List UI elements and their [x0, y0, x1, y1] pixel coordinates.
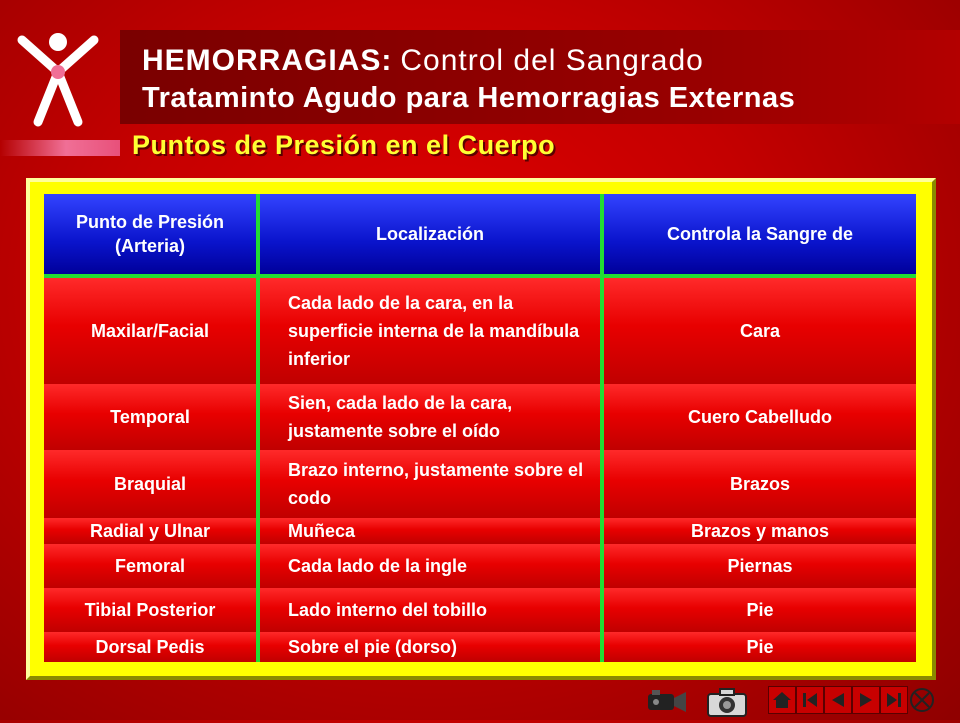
page-title-line2: Trataminto Agudo para Hemorragias Externas [142, 82, 796, 114]
title-rest: Control del Sangrado [400, 44, 704, 77]
first-page-icon[interactable] [796, 686, 824, 714]
table-cell: Femoral [114, 555, 186, 576]
column-divider [256, 194, 260, 662]
column-header-location: Localización [260, 194, 600, 274]
home-icon[interactable] [768, 686, 796, 714]
table-cell: Cada lado de la ingle [288, 556, 468, 576]
last-page-icon[interactable] [880, 686, 908, 714]
table-cell: Brazo interno, justamente sobre el codo [288, 460, 584, 508]
table-cell: Sobre el pie (dorso) [288, 637, 458, 657]
table-cell: Temporal [110, 406, 190, 427]
close-icon[interactable] [908, 686, 936, 714]
camera-icon[interactable] [704, 686, 750, 716]
accent-bar [0, 140, 120, 156]
column-header-controls: Controla la Sangre de [604, 194, 916, 274]
page-subtitle: Puntos de Presión en el Cuerpo [132, 130, 556, 160]
table-cell: Tibial Posterior [84, 599, 216, 620]
table-cell: Lado interno del tobillo [288, 600, 487, 620]
table-cell: Radial y Ulnar [89, 520, 211, 541]
table-cell: Braquial [113, 473, 187, 494]
next-icon[interactable] [852, 686, 880, 714]
table-cell: Cuero Cabelludo [687, 406, 832, 427]
previous-icon[interactable] [824, 686, 852, 714]
table-cell: Pie [746, 599, 774, 620]
slide-navigation [768, 686, 936, 716]
table-cell: Piernas [727, 555, 793, 576]
column-header-pressure-point: Punto de Presión (Arteria) [44, 194, 256, 274]
title-bold: HEMORRAGIAS: [142, 44, 393, 77]
table-cell: Sien, cada lado de la cara, justamente sobre el oído [288, 393, 513, 441]
table-cell: Muñeca [288, 521, 356, 541]
table-cell: Dorsal Pedis [95, 636, 205, 657]
pressure-points-table [44, 194, 916, 662]
column-divider [600, 194, 604, 662]
page-title [142, 44, 704, 78]
table-cell: Brazos y manos [690, 520, 830, 541]
title-banner [120, 30, 960, 124]
header-divider [44, 274, 916, 278]
table-cell: Cada lado de la cara, en la superficie interna de la mandíbula inferior [288, 293, 580, 369]
table-cell: Cara [739, 320, 781, 341]
table-cell: Maxilar/Facial [90, 320, 210, 341]
table-cell: Pie [746, 636, 774, 657]
video-camera-icon[interactable] [644, 686, 688, 716]
human-figure-icon [8, 26, 108, 130]
table-cell: Brazos [729, 473, 791, 494]
